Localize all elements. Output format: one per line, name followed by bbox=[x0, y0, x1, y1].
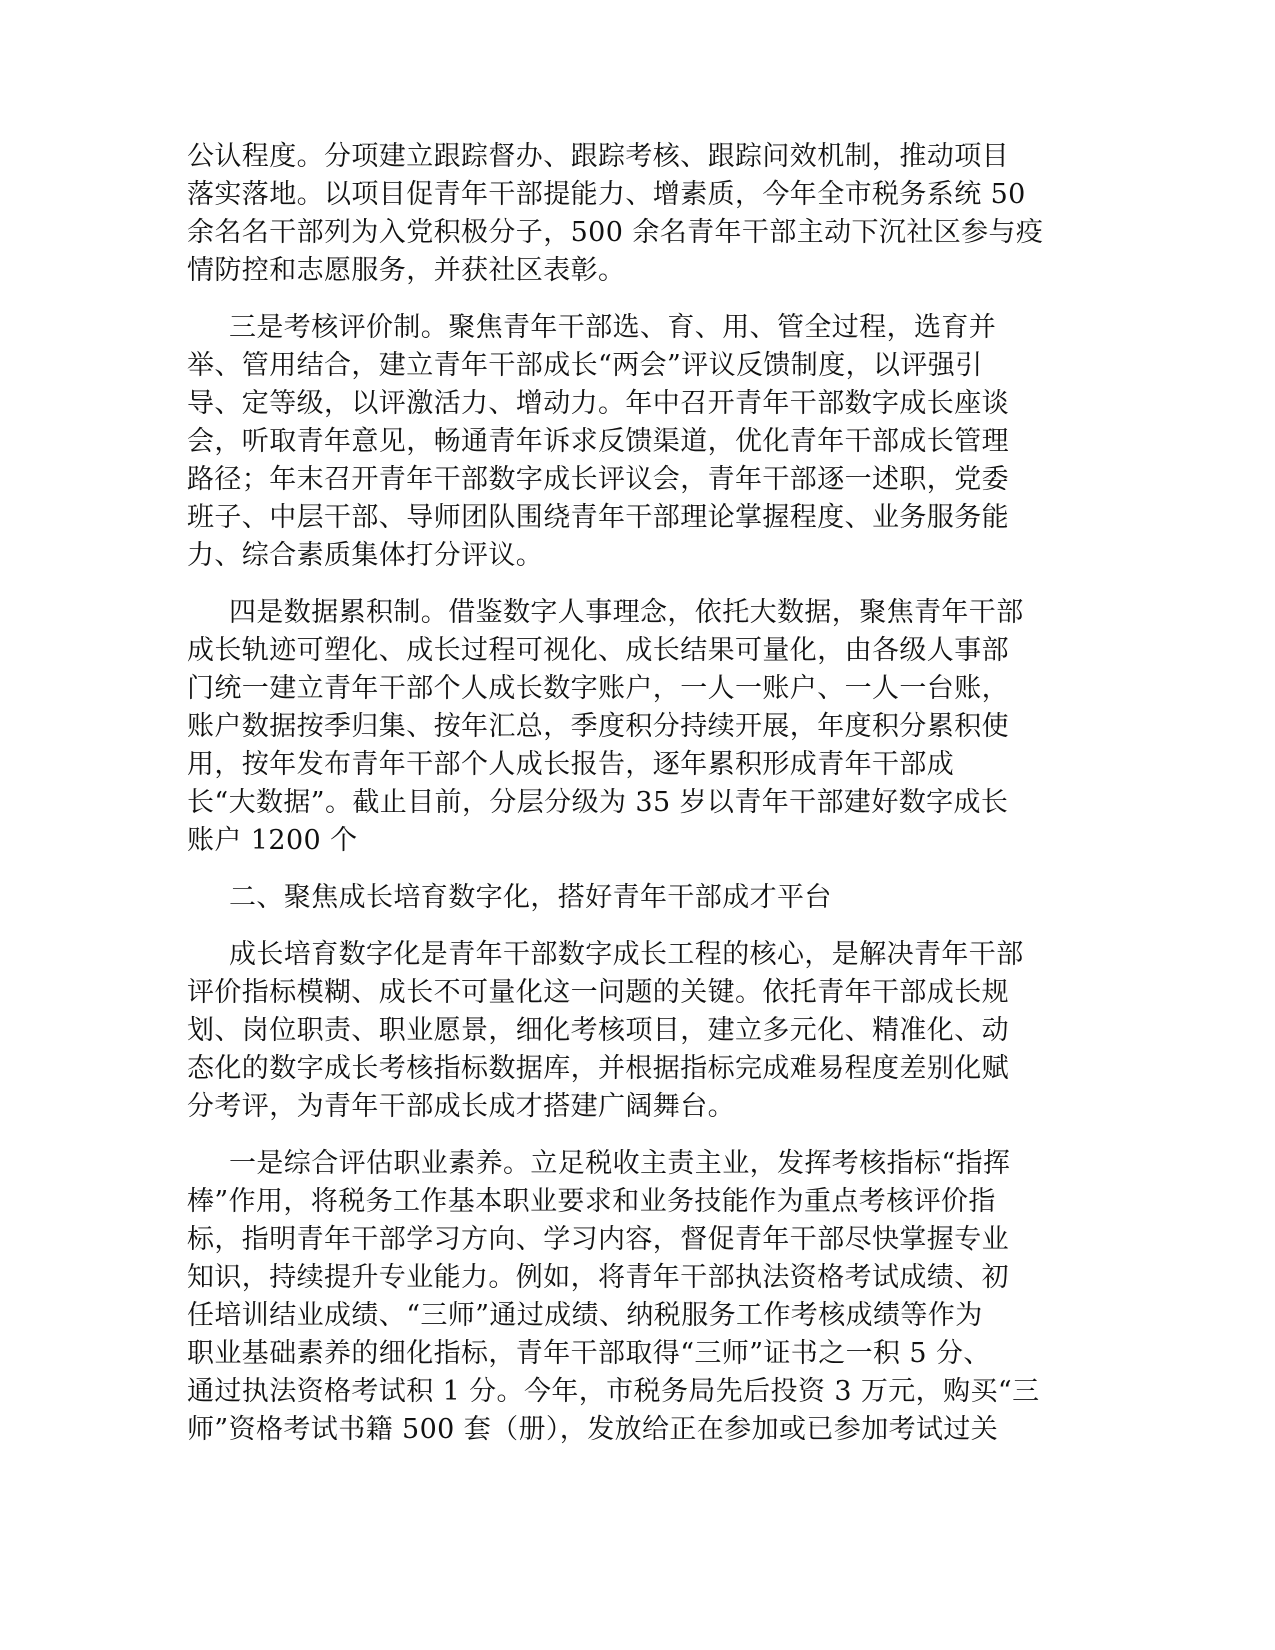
text-line: 态化的数字成长考核指标数据库，并根据指标完成难易程度差别化赋 bbox=[187, 1053, 1009, 1084]
paragraph-growth-cultivation-core bbox=[187, 936, 1067, 1126]
text-line: 账户数据按季归集、按年汇总，季度积分持续开展，年度积分累积使 bbox=[187, 711, 1009, 742]
text-line: 棒”作用，将税务工作基本职业要求和业务技能作为重点考核评价指 bbox=[187, 1186, 996, 1217]
text-line: 路径；年末召开青年干部数字成长评议会，青年干部逐一述职，党委 bbox=[187, 464, 1009, 495]
text-line: 评价指标模糊、成长不可量化这一问题的关键。依托青年干部成长规 bbox=[187, 977, 1009, 1008]
text-line: 班子、中层干部、导师团队围绕青年干部理论掌握程度、业务服务能 bbox=[187, 502, 1009, 533]
text-line: 落实落地。以项目促青年干部提能力、增素质，今年全市税务系统 50 bbox=[187, 179, 1026, 210]
text-line: 标，指明青年干部学习方向、学习内容，督促青年干部尽快掌握专业 bbox=[187, 1224, 1009, 1255]
paragraph-data-accumulation bbox=[187, 594, 1067, 860]
text-line: 三是考核评价制。聚焦青年干部选、育、用、管全过程，选育并 bbox=[229, 312, 997, 343]
text-line: 余名名干部列为入党积极分子，500 余名青年干部主动下沉社区参与疫 bbox=[187, 217, 1044, 248]
document-body bbox=[187, 138, 1067, 1468]
text-line: 长“大数据”。截止目前，分层分级为 35 岁以青年干部建好数字成长 bbox=[187, 787, 1009, 818]
section-heading: 二、聚焦成长培育数字化，搭好青年干部成才平台 bbox=[229, 882, 832, 913]
text-line: 导、定等级，以评激活力、增动力。年中召开青年干部数字成长座谈 bbox=[187, 388, 1009, 419]
text-line: 举、管用结合，建立青年干部成长“两会”评议反馈制度，以评强引 bbox=[187, 350, 983, 381]
text-line: 任培训结业成绩、“三师”通过成绩、纳税服务工作考核成绩等作为 bbox=[187, 1300, 983, 1331]
text-line: 分考评，为青年干部成长成才搭建广阔舞台。 bbox=[187, 1091, 735, 1122]
text-line: 成长轨迹可塑化、成长过程可视化、成长结果可量化，由各级人事部 bbox=[187, 635, 1009, 666]
text-line: 通过执法资格考试积 1 分。今年，市税务局先后投资 3 万元，购买“三 bbox=[187, 1376, 1040, 1407]
text-line: 情防控和志愿服务，并获社区表彰。 bbox=[187, 255, 626, 286]
text-line: 师”资格考试书籍 500 套（册），发放给正在参加或已参加考试过关 bbox=[187, 1414, 999, 1445]
text-line: 职业基础素养的细化指标，青年干部取得“三师”证书之一积 5 分、 bbox=[187, 1338, 991, 1369]
paragraph-project-implementation bbox=[187, 138, 1067, 290]
text-line: 用，按年发布青年干部个人成长报告，逐年累积形成青年干部成 bbox=[187, 749, 955, 780]
paragraph-assessment-evaluation bbox=[187, 309, 1067, 575]
text-line: 一是综合评估职业素养。立足税收主责主业，发挥考核指标“指挥 bbox=[229, 1148, 1011, 1179]
text-line: 划、岗位职责、职业愿景，细化考核项目，建立多元化、精准化、动 bbox=[187, 1015, 1009, 1046]
text-line: 四是数据累积制。借鉴数字人事理念，依托大数据，聚焦青年干部 bbox=[229, 597, 1024, 628]
text-line: 力、综合素质集体打分评议。 bbox=[187, 540, 544, 571]
text-line: 门统一建立青年干部个人成长数字账户，一人一账户、一人一台账， bbox=[187, 673, 1009, 704]
text-line: 公认程度。分项建立跟踪督办、跟踪考核、跟踪问效机制，推动项目 bbox=[187, 141, 1009, 172]
text-line: 知识，持续提升专业能力。例如，将青年干部执法资格考试成绩、初 bbox=[187, 1262, 1009, 1293]
text-line: 成长培育数字化是青年干部数字成长工程的核心，是解决青年干部 bbox=[229, 939, 1024, 970]
text-line: 会，听取青年意见，畅通青年诉求反馈渠道，优化青年干部成长管理 bbox=[187, 426, 1009, 457]
section-heading-growth-cultivation bbox=[187, 879, 1067, 917]
text-line: 账户 1200 个 bbox=[187, 825, 358, 856]
paragraph-professional-quality bbox=[187, 1145, 1067, 1449]
